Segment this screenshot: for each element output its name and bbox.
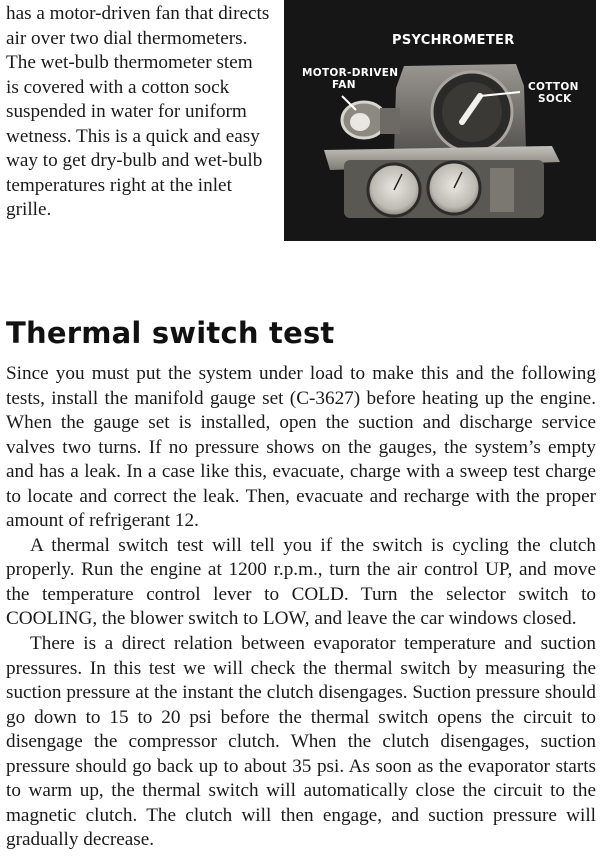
section-heading: Thermal switch test: [6, 316, 335, 350]
psychrometer-label: PSYCHROMETER: [392, 33, 515, 48]
body-paragraph-1: Since you must put the system under load to make this and the following tests, install the manifold gauge set (C-3627) before heating up the engine. When the gauge set is installed, open the suction and discharge service valves two turns. If no pressure shows on the gauges, the system’s empty and has a leak. In a case like this, evacuate, charge with a sweep test charge to locate and correct the leak. Then, evacuate and recharge with the proper amount of refrigerant 12.: [6, 363, 596, 532]
intro-paragraph: has a motor-driven fan that directs air over two dial thermometers. The wet-bulb thermometer stem is covered with a cotton sock suspended in water for uniform wetness. This is a quick and easy way to get dry-bulb and wet-bulb temperatures right at the inlet grille.: [6, 3, 270, 220]
body-paragraph-2: A thermal switch test will tell you if the switch is cycling the clutch properly. Run the engine at 1200 r.p.m., turn the air control UP, and move the temperature control lever to COLD. Turn the selector switch to COOLING, the blower switch to LOW, and leave the car windows closed.: [6, 534, 596, 630]
fan-label-line2: FAN: [332, 79, 356, 91]
section-body: [6, 362, 596, 853]
psychrometer-illustration: [284, 0, 596, 241]
body-paragraph-3: There is a direct relation between evaporator temperature and suction pressures. In this test we will check the thermal switch by measuring the suction pressure at the instant the clutch disengages. Suction pressure should go down to 15 to 20 psi before the thermal switch opens the circuit to disengage the compressor clutch. When the clutch disengages, suction pressure should go back up to about 35 psi. As soon as the evaporator starts to warm up, the thermal switch will automatically close the circuit to the magnetic clutch. The clutch will then engage, and suction pressure will gradually decrease.: [6, 633, 596, 851]
fan-label-line1: MOTOR-DRIVEN: [302, 67, 399, 79]
psychrometer-photo: [284, 0, 596, 241]
sock-label-line2: SOCK: [538, 93, 572, 105]
sock-label-line1: COTTON: [528, 81, 579, 93]
intro-column: [6, 2, 270, 223]
